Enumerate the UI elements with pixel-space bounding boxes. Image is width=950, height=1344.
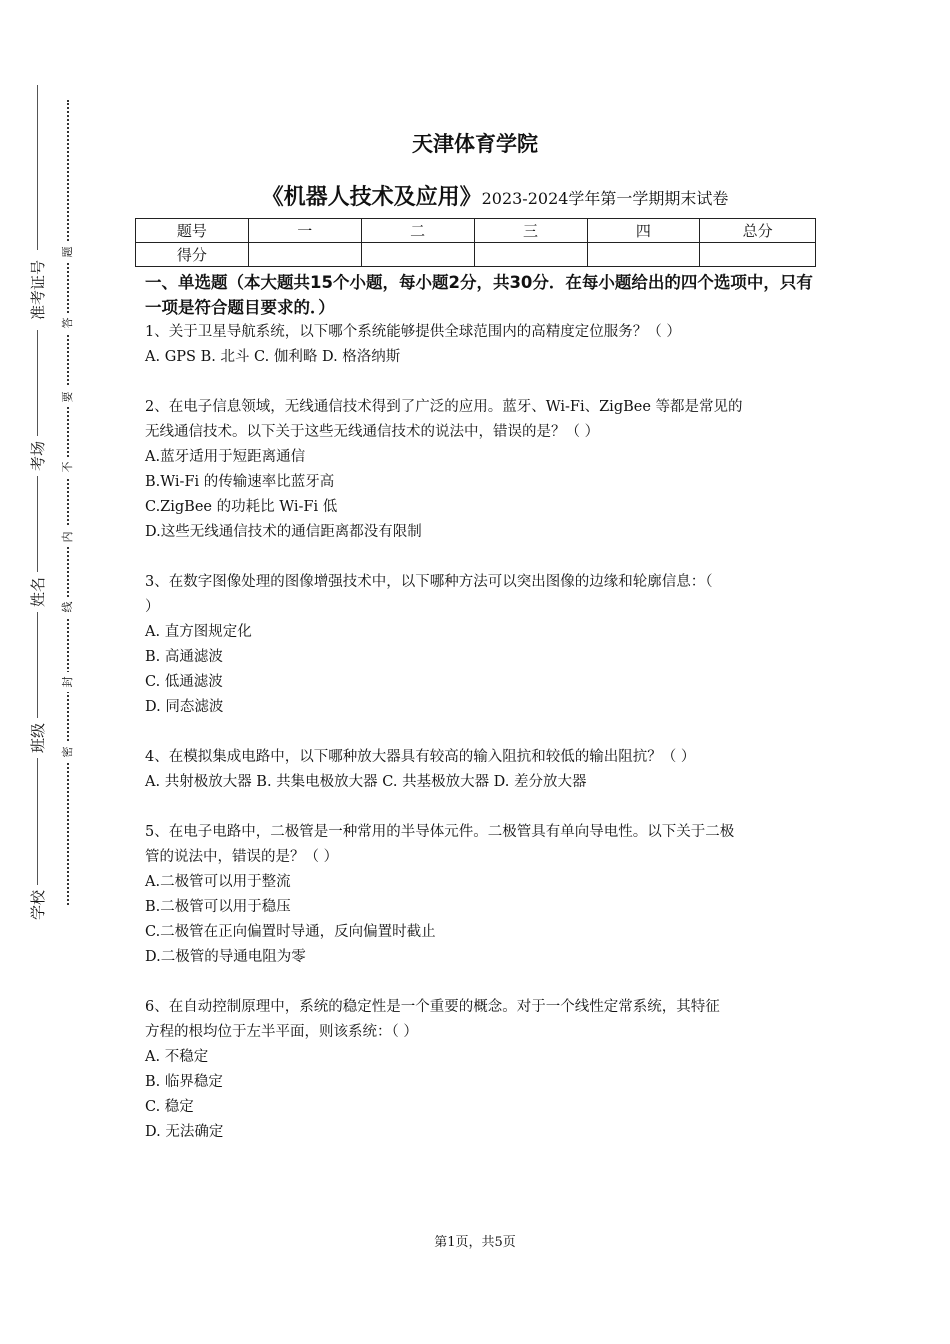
table-cell: 四 xyxy=(587,219,700,243)
table-row xyxy=(136,219,816,243)
question-line: B. 临界稳定 xyxy=(145,1074,223,1090)
score-cell[interactable] xyxy=(587,243,700,267)
school-title: 天津体育学院 xyxy=(412,132,538,156)
question-text: 6、在自动控制原理中，系统的稳定性是一个重要的概念。对于一个线性定常系统，其特征 xyxy=(145,999,720,1015)
table-cell: 一 xyxy=(248,219,361,243)
exam-title xyxy=(0,180,950,211)
table-cell: 二 xyxy=(361,219,474,243)
table-cell: 得分 xyxy=(136,243,249,267)
question-text: 4、在模拟集成电路中，以下哪种放大器具有较高的输入阻抗和较低的输出阻抗？（ ） xyxy=(145,749,696,765)
question-line: 方程的根均位于左半平面，则该系统：（ ） xyxy=(145,1024,418,1040)
question-line: B.二极管可以用于稳压 xyxy=(145,899,291,915)
table-cell: 总分 xyxy=(700,219,816,243)
question-line: A. 共射极放大器 B. 共集电极放大器 C. 共基极放大器 D. 差分放大器 xyxy=(145,774,587,790)
name-field-label: 姓名 xyxy=(18,572,58,612)
page-footer: 第1页，共5页 xyxy=(434,1235,516,1250)
question-line: D.这些无线通信技术的通信距离都没有限制 xyxy=(145,524,422,540)
question-line: 管的说法中，错误的是？（ ） xyxy=(145,849,339,865)
table-cell: 题号 xyxy=(136,219,249,243)
school-field-label: 学校 xyxy=(18,885,58,925)
question-line: A.蓝牙适用于短距离通信 xyxy=(145,449,306,465)
question-line: C.二极管在正向偏置时导通，反向偏置时截止 xyxy=(145,924,436,940)
question-line: A. 不稳定 xyxy=(145,1049,209,1065)
exam-room-field-label: 考场 xyxy=(18,436,58,476)
question-line: A. 直方图规定化 xyxy=(145,624,252,640)
table-cell: 三 xyxy=(474,219,587,243)
question-text: 1、关于卫星导航系统，以下哪个系统能够提供全球范围内的高精度定位服务？（ ） xyxy=(145,324,681,340)
score-cell[interactable] xyxy=(474,243,587,267)
seal-dotted-line xyxy=(67,100,69,905)
exam-term: 2023-2024学年第一学期期末试卷 xyxy=(481,189,729,208)
seal-char: 要 xyxy=(58,387,78,407)
score-table xyxy=(135,218,816,267)
question-text: 5、在电子电路中，二极管是一种常用的半导体元件。二极管具有单向导电性。以下关于二极 xyxy=(145,824,735,840)
course-name: 《机器人技术及应用》 xyxy=(261,185,482,210)
question-line: C.ZigBee 的功耗比 Wi-Fi 低 xyxy=(145,499,338,515)
seal-char: 内 xyxy=(58,527,78,547)
question-line: D.二极管的导通电阻为零 xyxy=(145,949,306,965)
question-line: D. 同态滤波 xyxy=(145,699,224,715)
question-line: D. 无法确定 xyxy=(145,1124,224,1140)
question-line: ） xyxy=(145,599,160,615)
score-cell[interactable] xyxy=(248,243,361,267)
section-title: 一、单选题（本大题共15个小题，每小题2分，共30分．在每小题给出的四个选项中，只有一项是符合题目要求的．） xyxy=(145,273,813,317)
question-text: 3、在数字图像处理的图像增强技术中，以下哪种方法可以突出图像的边缘和轮廓信息：（ xyxy=(145,574,713,590)
seal-char: 不 xyxy=(58,457,78,477)
question-line: C. 稳定 xyxy=(145,1099,194,1115)
seal-char: 题 xyxy=(58,242,78,262)
question-line: C. 低通滤波 xyxy=(145,674,223,690)
seal-char: 答 xyxy=(58,313,78,333)
question-line: B. 高通滤波 xyxy=(145,649,223,665)
class-field-label: 班级 xyxy=(18,718,58,758)
question-line: A. GPS B. 北斗 C. 伽利略 D. 格洛纳斯 xyxy=(145,349,401,365)
table-row xyxy=(136,243,816,267)
seal-char: 封 xyxy=(58,672,78,692)
binding-line xyxy=(37,85,38,925)
admission-number-field-label: 准考证号 xyxy=(18,250,58,330)
seal-char: 密 xyxy=(58,742,78,762)
score-cell[interactable] xyxy=(361,243,474,267)
seal-char: 线 xyxy=(58,597,78,617)
question-line: 无线通信技术。以下关于这些无线通信技术的说法中，错误的是？（ ） xyxy=(145,424,600,440)
score-cell[interactable] xyxy=(700,243,816,267)
question-text: 2、在电子信息领域，无线通信技术得到了广泛的应用。蓝牙、Wi-Fi、ZigBee 等都是常见的 xyxy=(145,399,743,415)
question-line: A.二极管可以用于整流 xyxy=(145,874,291,890)
question-line: B.Wi-Fi 的传输速率比蓝牙高 xyxy=(145,474,335,490)
